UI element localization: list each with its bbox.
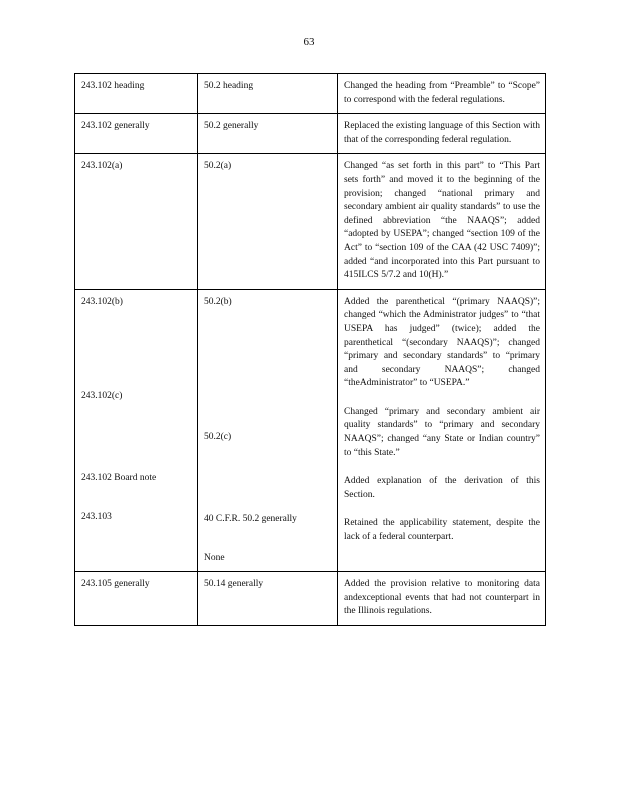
federal-section: 50.2 generally bbox=[204, 121, 259, 132]
federal-section: 50.2(c) bbox=[204, 432, 232, 443]
explanation-cell bbox=[338, 572, 546, 626]
table-row bbox=[75, 572, 546, 626]
illinois-section-cell bbox=[75, 154, 198, 289]
federal-section: 50.2 heading bbox=[204, 81, 254, 91]
federal-section-cell bbox=[198, 289, 338, 571]
illinois-section: 243.102(b) bbox=[81, 296, 123, 307]
explanation-text: Added explanation of the derivation of this Section. bbox=[344, 476, 540, 500]
federal-section: None bbox=[204, 552, 225, 563]
table-row bbox=[75, 289, 546, 571]
illinois-section: 243.102(a) bbox=[81, 161, 123, 172]
explanation-text: Changed “primary and secondary ambient air quality standards” to “primary and secondary NAAQS”; changed “any State or Indian country” to “this State.” bbox=[344, 406, 540, 458]
explanation-cell bbox=[338, 154, 546, 289]
explanation-cell bbox=[338, 289, 546, 571]
federal-section: 50.14 generally bbox=[204, 579, 264, 590]
explanation-text: Replaced the existing language of this Section with that of the corresponding federal regulation. bbox=[344, 121, 540, 145]
illinois-section-cell bbox=[75, 74, 198, 114]
page-number: 63 bbox=[303, 36, 315, 48]
federal-section-cell bbox=[198, 74, 338, 114]
illinois-section-cell bbox=[75, 289, 198, 571]
explanation-cell bbox=[338, 74, 546, 114]
explanation-text: Changed “as set forth in this part” to “This Part sets forth” and moved it to the beginning of the provision; changed “national primary and secondary ambient air quality standards” to use the defined abbreviation “the NAAQS”; added “adopted by USEPA”; changed “section 109 of the Act” to “section 109 of the CAA (42 USC 7409)”; added “and incorporated into this Part pursuant to 415ILCS 5/7.2 and 10(H).” bbox=[344, 161, 540, 281]
explanation-text: Added the provision relative to monitoring data andexceptional events that had not counterpart in the Illinois regulations. bbox=[344, 579, 540, 617]
explanation-text: Added the parenthetical “(primary NAAQS)”; changed “which the Administrator judges” to “that USEPA has judged” (twice); added the parenthetical “(secondary NAAQS)”; changed “primary and secondary standards” to “primary and secondary NAAQS”; changed “theAdministrator” to “USEPA.” bbox=[344, 296, 540, 389]
illinois-section-cell bbox=[75, 114, 198, 154]
illinois-section-cell bbox=[75, 572, 198, 626]
table-row bbox=[75, 74, 546, 114]
explanation-text: Retained the applicability statement, despite the lack of a federal counterpart. bbox=[344, 518, 540, 543]
table-row bbox=[75, 154, 546, 289]
illinois-section: 243.103 bbox=[81, 511, 112, 522]
illinois-section: 243.102 Board note bbox=[81, 472, 157, 483]
illinois-section: 243.102(c) bbox=[81, 391, 123, 402]
explanation-text: Changed the heading from “Preamble” to “Scope” to correspond with the federal regulations. bbox=[344, 81, 540, 105]
explanation-cell bbox=[338, 114, 546, 154]
illinois-section: 243.105 generally bbox=[81, 579, 150, 590]
federal-section: 50.2(b) bbox=[204, 296, 232, 307]
illinois-section: 243.102 generally bbox=[81, 121, 150, 132]
table-row bbox=[75, 114, 546, 154]
federal-section-cell bbox=[198, 572, 338, 626]
federal-section-cell bbox=[198, 114, 338, 154]
illinois-section: 243.102 heading bbox=[81, 81, 145, 91]
federal-section: 40 C.F.R. 50.2 generally bbox=[204, 513, 297, 524]
federal-section: 50.2(a) bbox=[204, 161, 232, 172]
federal-section-cell bbox=[198, 154, 338, 289]
section-derivation-table bbox=[74, 73, 546, 626]
